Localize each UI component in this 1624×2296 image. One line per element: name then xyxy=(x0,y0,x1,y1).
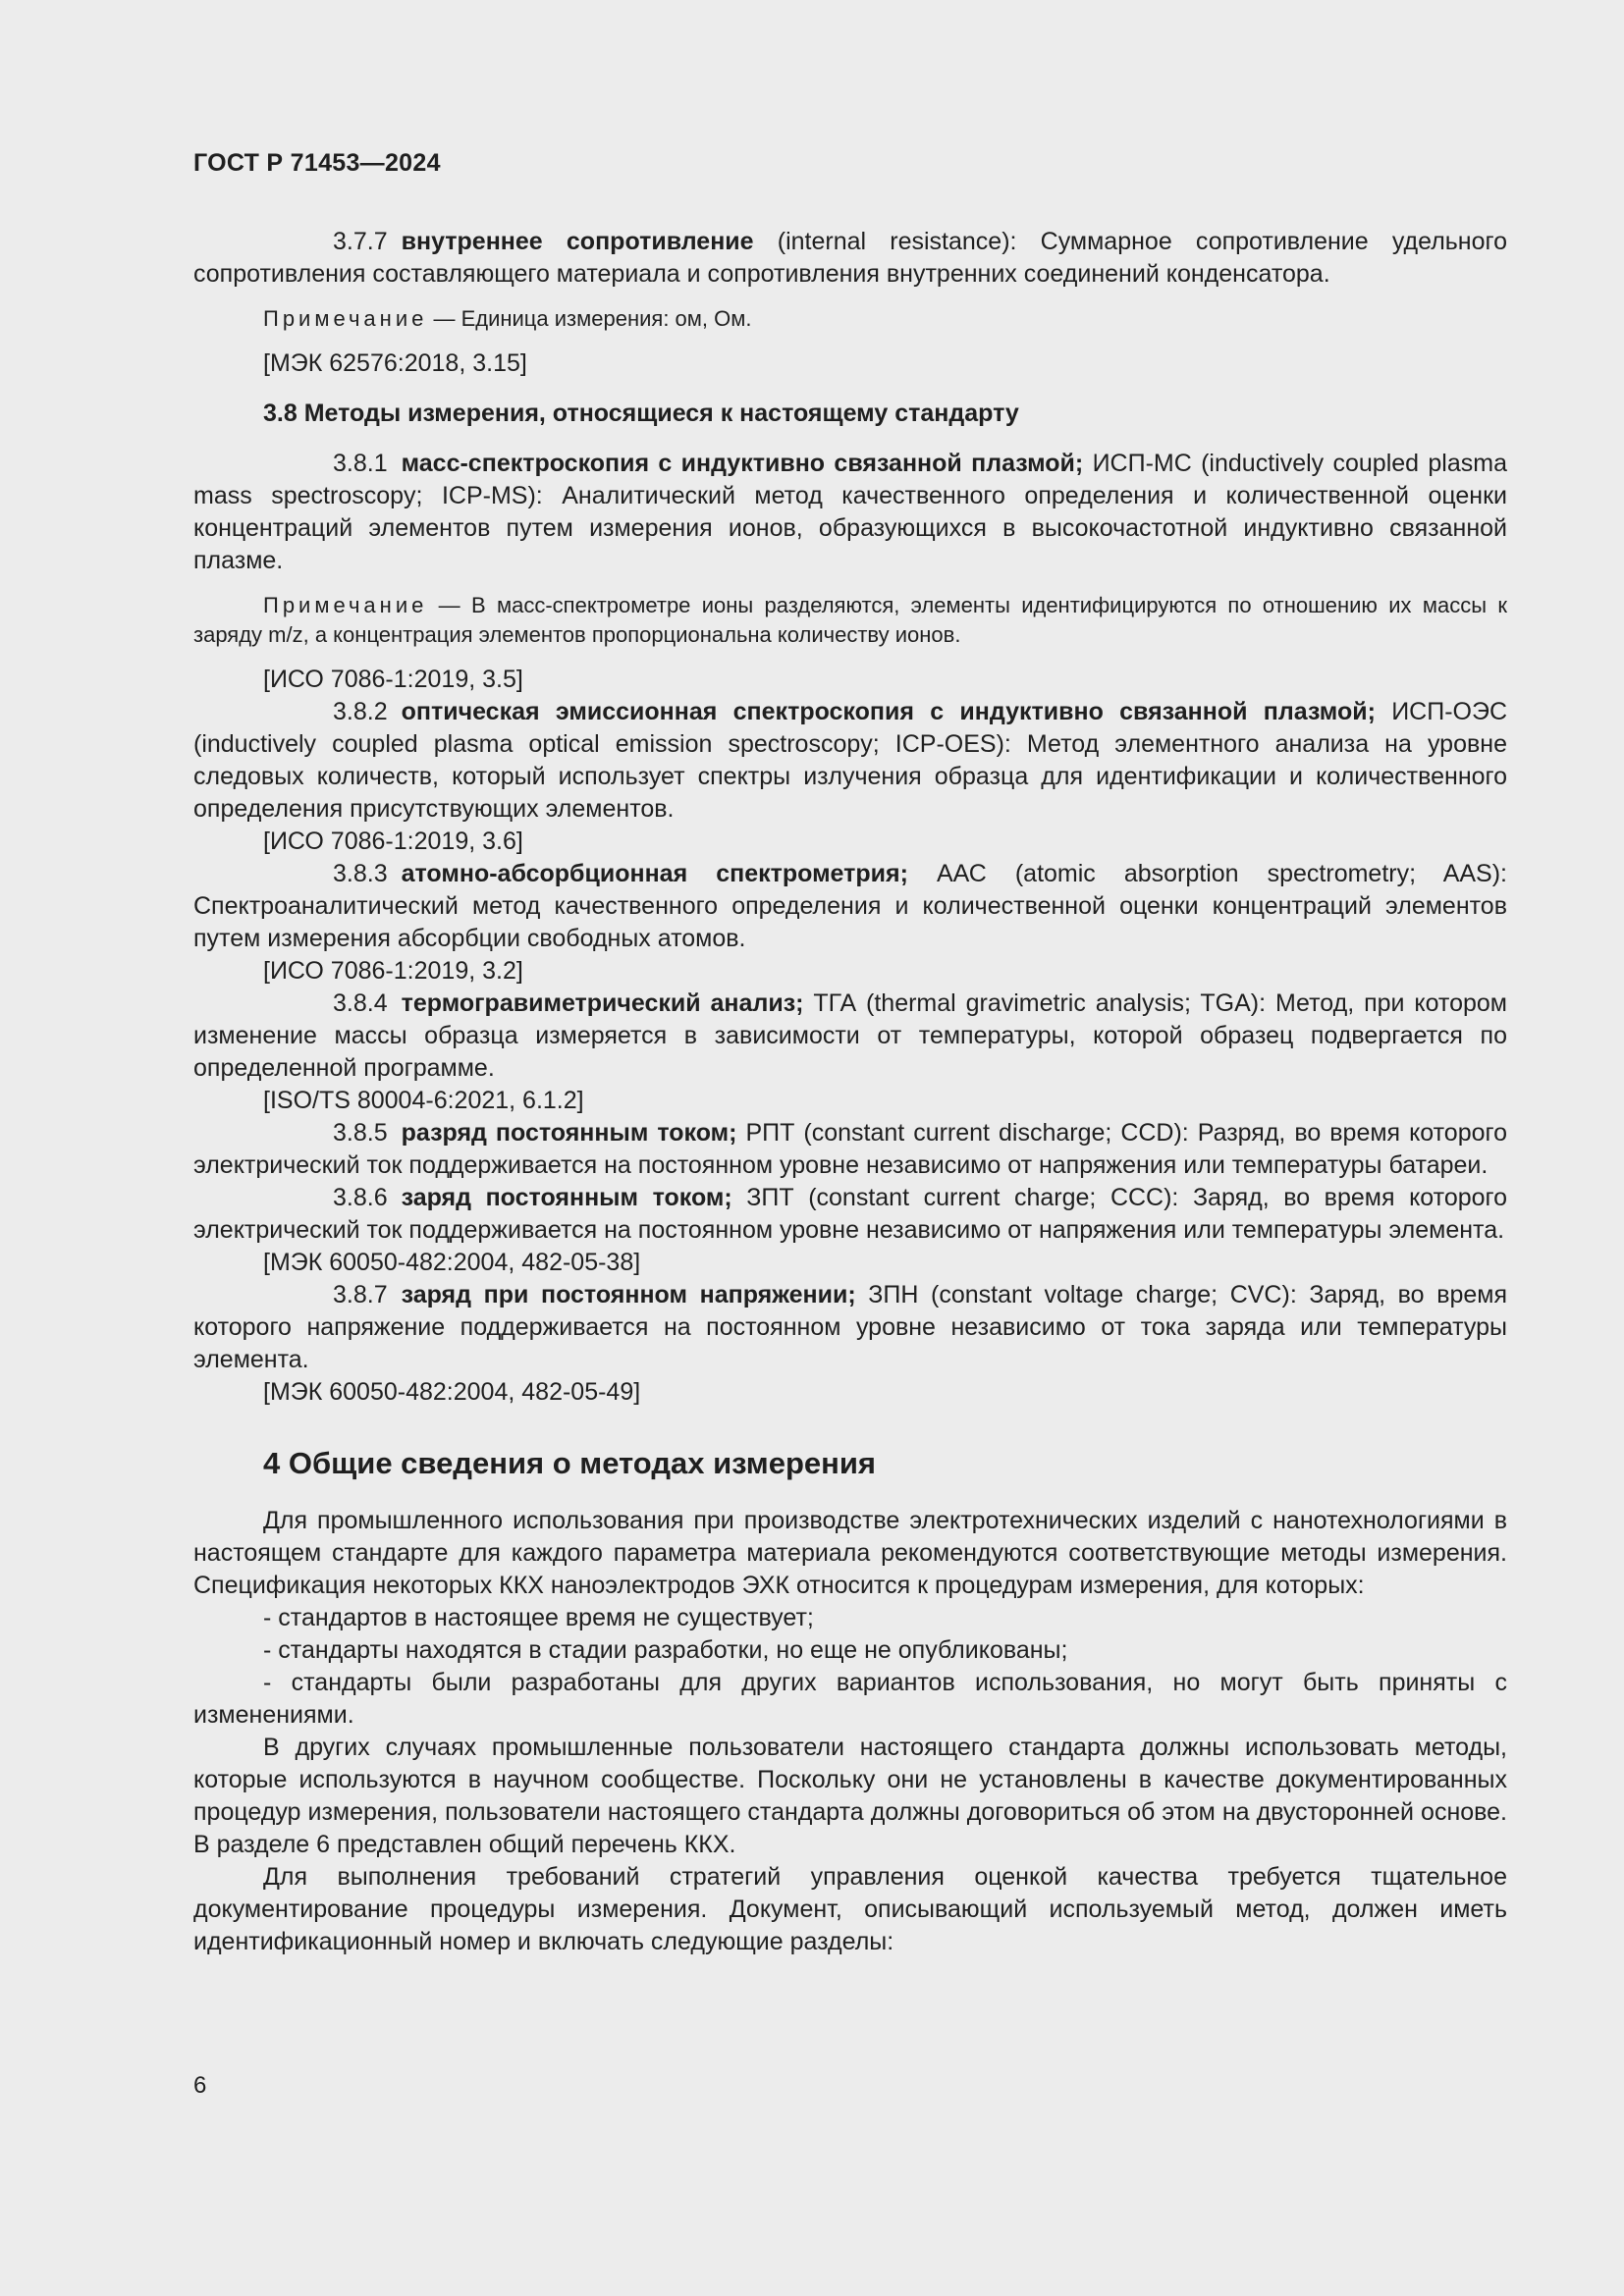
reference: [МЭК 62576:2018, 3.15] xyxy=(263,349,527,377)
reference: [МЭК 60050-482:2004, 482-05-49] xyxy=(263,1378,641,1406)
definition-3-8-1: 3.8.1 масс-спектроскопия с индуктивно связанной плазмой; ИСП-МС (inductively coupled plasma mass spectroscopy; ICP-MS): Аналитический метод качественного определения и количественной оценки концентраций элементов путем измерения ионов, образующихся в высокочастотной индуктивно связанной плазме. xyxy=(193,450,1507,574)
note: Примечание — Единица измерения: ом, Ом. xyxy=(263,306,752,331)
reference: [ISO/TS 80004-6:2021, 6.1.2] xyxy=(263,1087,584,1114)
subsection-heading-3-8: 3.8 Методы измерения, относящиеся к настоящему стандарту xyxy=(263,400,1019,427)
document-body xyxy=(193,226,1507,1958)
definition-3-8-6: 3.8.6 заряд постоянным током; ЗПТ (constant current charge; CCC): Заряд, во время которого электрический ток поддерживается на постоянном уровне независимо от напряжения или температуры элемента. xyxy=(193,1184,1507,1244)
term: разряд постоянным током; xyxy=(401,1119,737,1147)
definition-3-8-5: 3.8.5 разряд постоянным током; РПТ (constant current discharge; CCD): Разряд, во время которого электрический ток поддерживается на постоянном уровне независимо от напряжения или температуры батареи. xyxy=(193,1119,1507,1179)
reference: [ИСО 7086-1:2019, 3.2] xyxy=(263,957,523,985)
body-paragraph: В других случаях промышленные пользователи настоящего стандарта должны использовать методы, которые используются в научном сообществе. Поскольку они не установлены в качестве документированных процедур измерения, пользователи настоящего стандарта должны договориться об этом на двусторонней основе. В разделе 6 представлен общий перечень ККХ. xyxy=(193,1734,1507,1858)
definition-3-8-2: 3.8.2 оптическая эмиссионная спектроскопия с индуктивно связанной плазмой; ИСП-ОЭС (inductively coupled plasma optical emission spectroscopy; ICP-OES): Метод элементного анализа на уровне следовых количеств, который использует спектры излучения образца для идентификации и количественного определения присутствующих элементов. xyxy=(193,698,1507,823)
body-paragraph: Для выполнения требований стратегий управления оценкой качества требуется тщательное документирование процедуры измерения. Документ, описывающий используемый метод, должен иметь идентификационный номер и включать следующие разделы: xyxy=(193,1863,1507,1955)
definition-3-8-4: 3.8.4 термогравиметрический анализ; ТГА (thermal gravimetric analysis; TGA): Метод, при котором изменение массы образца измеряется в зависимости от температуры, которой образец подвергается по определенной программе. xyxy=(193,989,1507,1082)
document-header: ГОСТ Р 71453—2024 xyxy=(193,149,441,177)
page-number: 6 xyxy=(193,2072,207,2099)
body-paragraph: Для промышленного использования при производстве электротехнических изделий с нанотехнологиями в настоящем стандарте для каждого параметра материала рекомендуются соответствующие методы измерения. Спецификация некоторых ККХ наноэлектродов ЭХК относится к процедурам измерения, для которых: xyxy=(193,1507,1507,1599)
reference: [ИСО 7086-1:2019, 3.5] xyxy=(263,666,523,693)
section-heading-4: 4 Общие сведения о методах измерения xyxy=(263,1446,877,1480)
list-item: - стандарты были разработаны для других вариантов использования, но могут быть приняты с изменениями. xyxy=(193,1669,1507,1729)
note-label: Примечание xyxy=(263,306,428,331)
term: заряд постоянным током; xyxy=(401,1184,732,1211)
definition-3-8-7: 3.8.7 заряд при постоянном напряжении; ЗПН (constant voltage charge; CVC): Заряд, во время которого напряжение поддерживается на постоянном уровне независимо от тока заряда или температуры элемента. xyxy=(193,1281,1508,1373)
term: масс-спектроскопия с индуктивно связанной плазмой; xyxy=(401,450,1084,477)
definition-3-7-7: 3.7.7 внутреннее сопротивление (internal resistance): Суммарное сопротивление удельного сопротивления составляющего материала и сопротивления внутренних соединений конденсатора. xyxy=(193,228,1507,288)
term: термогравиметрический анализ; xyxy=(401,989,804,1017)
list-item: - стандартов в настоящее время не существует; xyxy=(263,1604,814,1631)
term: внутреннее сопротивление xyxy=(401,228,754,255)
term: атомно-абсорбционная спектрометрия; xyxy=(401,860,908,887)
note: Примечание — В масс-спектрометре ионы разделяются, элементы идентифицируются по отношению их массы к заряду m/z, а концентрация элементов пропорциональна количеству ионов. xyxy=(193,593,1507,647)
reference: [МЭК 60050-482:2004, 482-05-38] xyxy=(263,1249,641,1276)
reference: [ИСО 7086-1:2019, 3.6] xyxy=(263,828,523,855)
definition-3-8-3: 3.8.3 атомно-абсорбционная спектрометрия; ААС (atomic absorption spectrometry; AAS): Спектроаналитический метод качественного определения и количественной оценки концентраций элементов путем измерения абсорбции свободных атомов. xyxy=(193,860,1507,952)
note-label: Примечание xyxy=(263,593,428,617)
list-item: - стандарты находятся в стадии разработки, но еще не опубликованы; xyxy=(263,1636,1068,1664)
term: оптическая эмиссионная спектроскопия с индуктивно связанной плазмой; xyxy=(401,698,1376,725)
term: заряд при постоянном напряжении; xyxy=(401,1281,856,1308)
